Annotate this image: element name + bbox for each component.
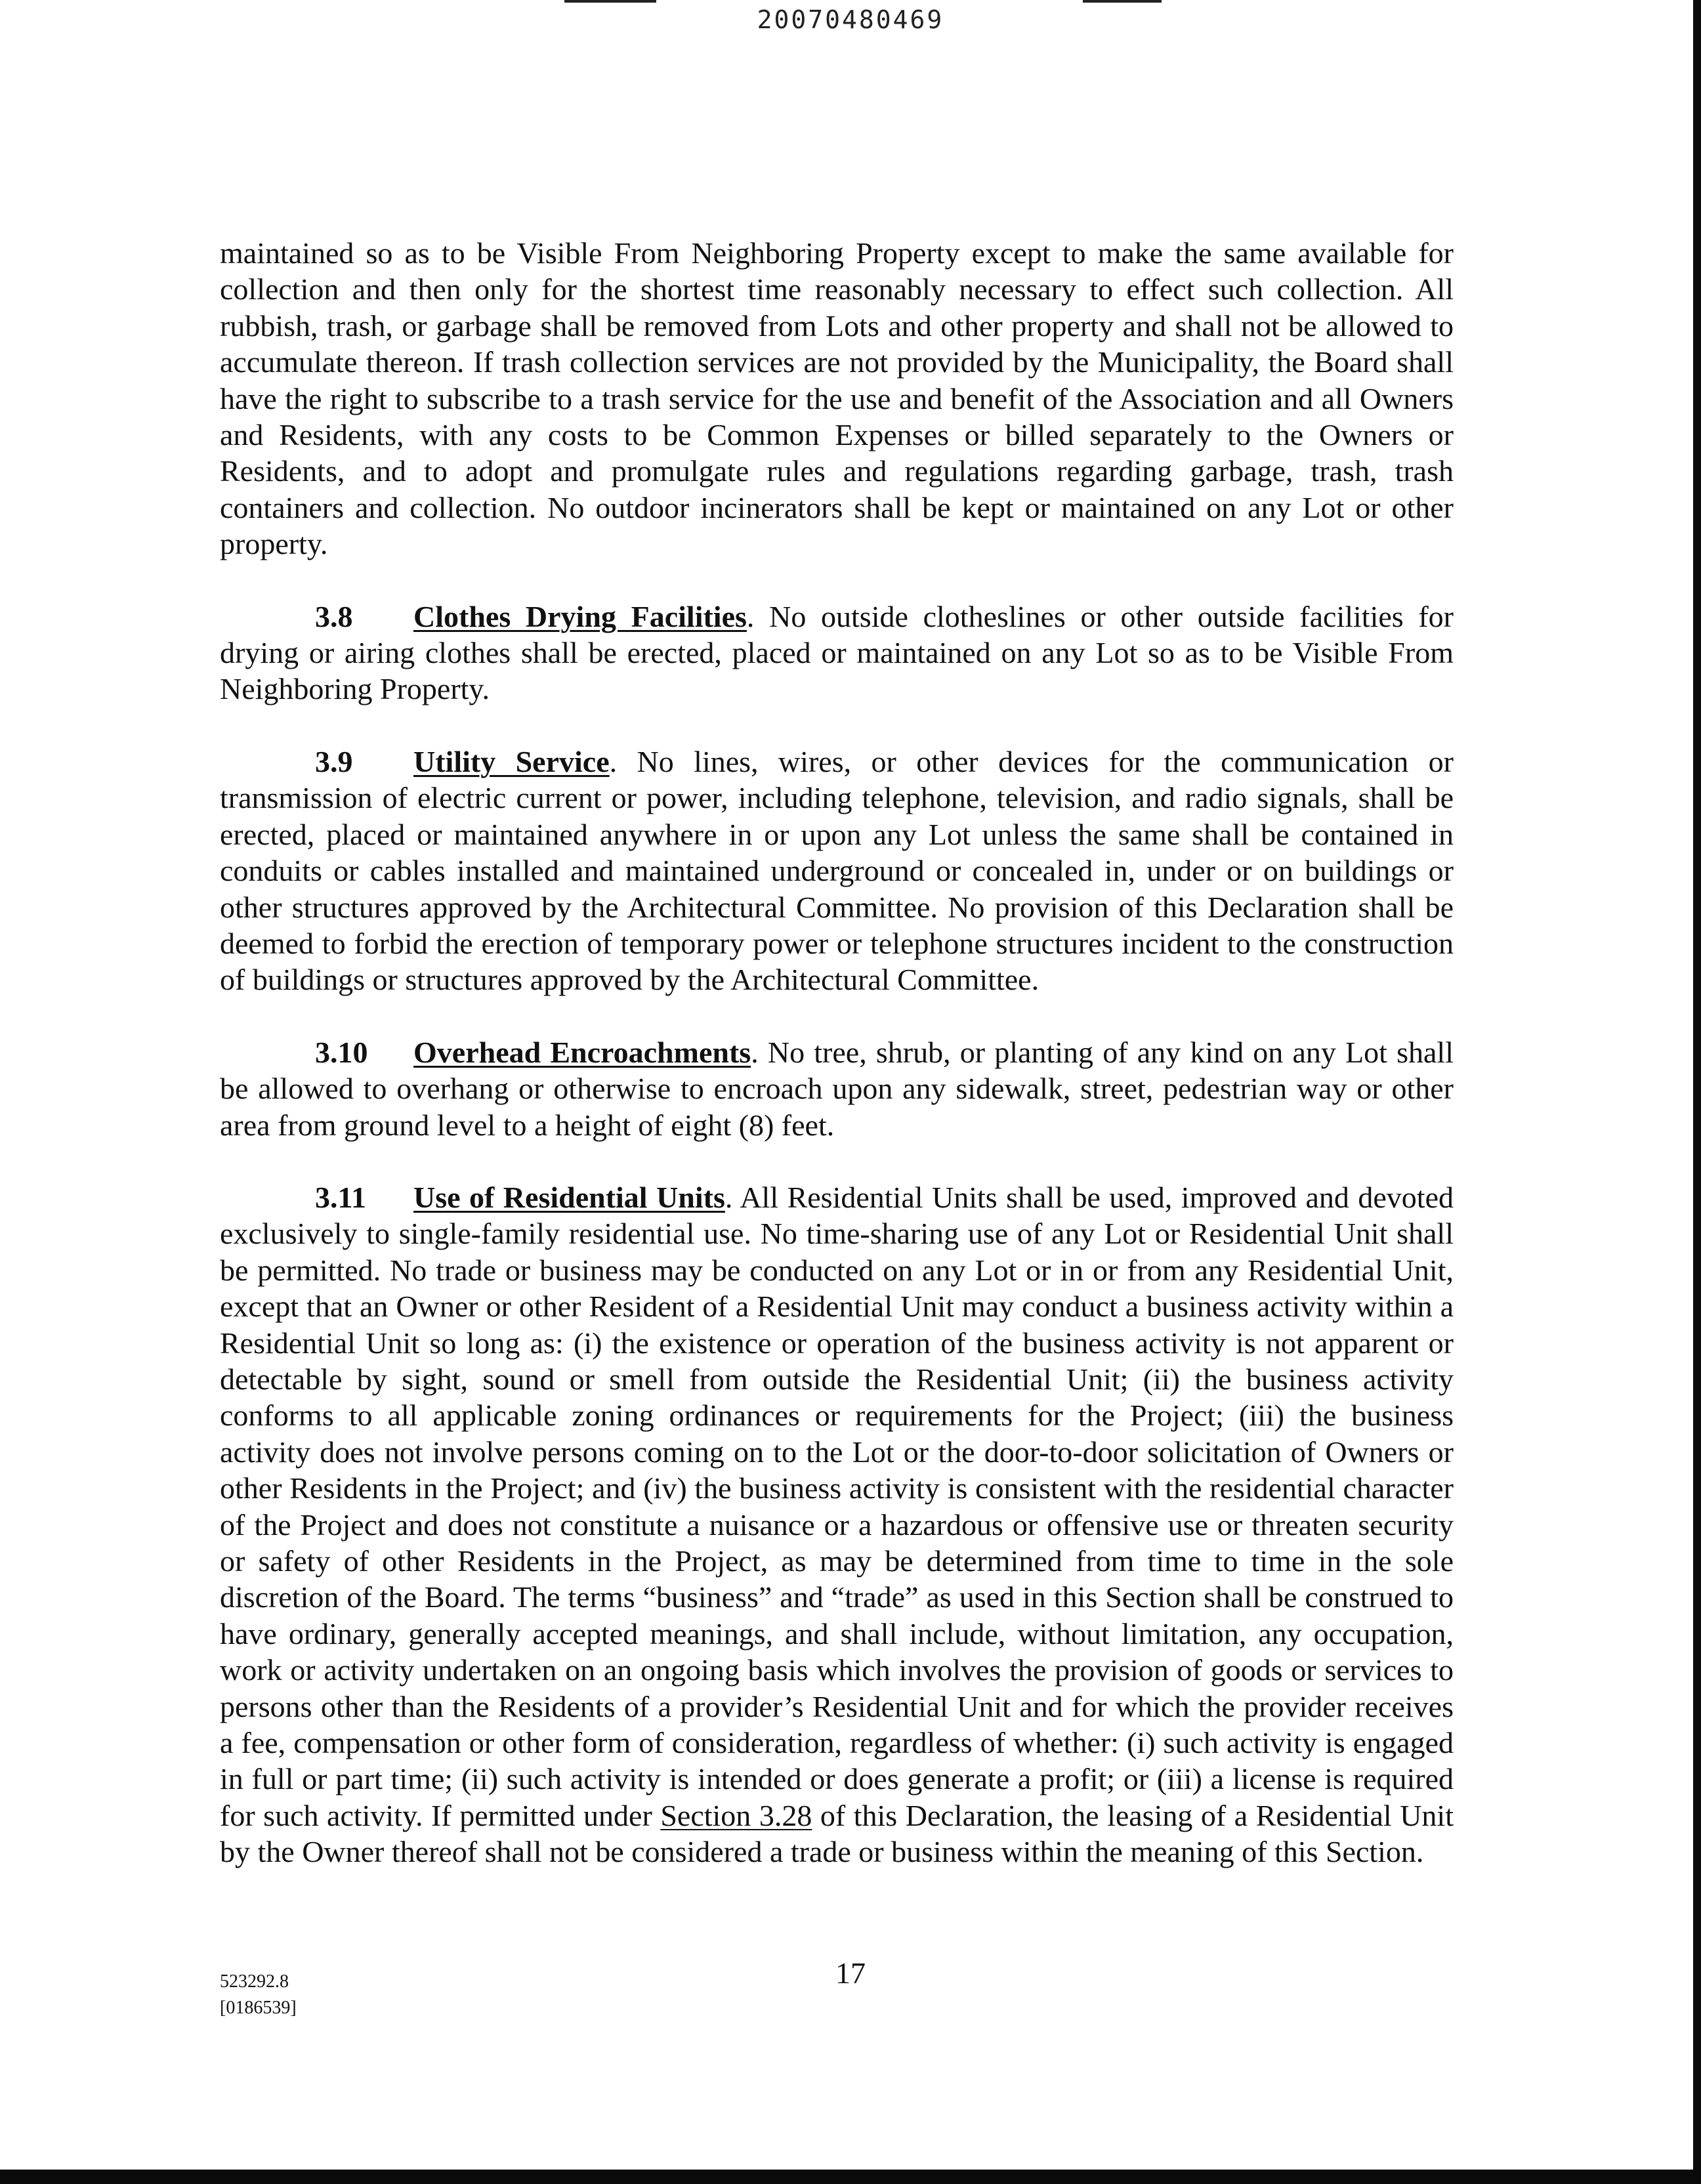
section-text: . All Residential Units shall be used, improved and devoted exclusively to single-family residential use. No time-sharing use of any Lot or Residential Unit shall be permitted. No trade or business may be conducted on any Lot or in or from any Residential Unit, except that an Owner or other Resident of a Residential Unit may conduct a business activity within a Residential Unit so long as: (i) the existence or operation of the business activity is not apparent or detectable by sight, sound or smell from outside the Residential Unit; (ii) the business activity conforms to all applicable zoning ordinances or requirements for the Project; (iii) the business activity does not involve persons coming on to the Lot or the door-to-door solicitation of Owners or other Residents in the Project; and (iv) the business activity is consistent with the residential character of the Project and does not constitute a nuisance or a hazardous or offensive use or threaten security or safety of other Residents in the Project, as may be determined from time to time in the sole discretion of the Board. The terms “business” and “trade” as used in this Section shall be construed to have ordinary, generally accepted meanings, and shall include, without limitation, any occupation, work or activity undertaken on an ongoing basis which involves the provision of goods or services to persons other than the Residents of a provider’s Residential Unit and for which the provider receives a fee, compensation or other form of consideration, regardless of whether: (i) such activity is engaged in full or part time; (ii) such activity is intended or does generate a profit; or (iii) a license is required for such activity. If permitted under xyxy=(220,1180,1454,1832)
paragraph-text: maintained so as to be Visible From Neighboring Property except to make the same available for collection and then only for the shortest time reasonably necessary to effect such collection. All rubbish, trash, or garbage shall be removed from Lots and other property and shall not be allowed to accumulate thereon. If trash collection services are not provided by the Municipality, the Board shall have the right to subscribe to a trash service for the use and benefit of the Association and all Owners and Residents, with any costs to be Common Expenses or billed separately to the Owners or Residents, and to adopt and promulgate rules and regulations regarding garbage, trash, trash containers and collection. No outdoor incinerators shall be kept or maintained on any Lot or other property. xyxy=(220,236,1454,561)
scan-border-bottom xyxy=(0,2170,1701,2184)
section-3-10 xyxy=(220,1034,1454,1143)
section-number: 3.11 xyxy=(315,1180,366,1214)
section-title: Overhead Encroachments xyxy=(413,1035,751,1069)
section-3-8 xyxy=(220,598,1454,707)
section-number: 3.9 xyxy=(315,744,353,778)
section-3-9 xyxy=(220,744,1454,998)
recording-number: 20070480469 xyxy=(757,5,944,34)
section-text: . No outside clotheslines or other outside facilities for drying or airing clothes shall be erected, placed or maintained on any Lot so as to be Visible From Neighboring Property. xyxy=(220,599,1454,706)
section-number: 3.10 xyxy=(315,1035,368,1069)
section-text-continued: of this Declaration, the leasing of a Residential Unit by the Owner thereof shall not be considered a trade or business within the meaning of this Section. xyxy=(220,1798,1454,1869)
section-3-11 xyxy=(220,1179,1454,1870)
section-cross-reference: Section 3.28 xyxy=(660,1798,812,1832)
section-number: 3.8 xyxy=(315,599,353,633)
scan-mark-left xyxy=(564,0,656,3)
section-title: Clothes Drying Facilities xyxy=(413,599,747,633)
document-body xyxy=(220,235,1454,1906)
scan-mark-right xyxy=(1083,0,1162,3)
section-text: . No lines, wires, or other devices for the communication or transmission of electric current or power, including telephone, television, and radio signals, shall be erected, placed or maintained anywhere in or upon any Lot unless the same shall be contained in conduits or cables installed and maintained underground or concealed in, under or on buildings or other structures approved by the Architectural Committee. No provision of this Declaration shall be deemed to forbid the erection of temporary power or telephone structures incident to the construction of buildings or structures approved by the Architectural Committee. xyxy=(220,744,1454,997)
continued-paragraph xyxy=(220,235,1454,562)
section-text: . No tree, shrub, or planting of any kind on any Lot shall be allowed to overhang or otherwise to encroach upon any sidewalk, street, pedestrian way or other area from ground level to a height of eight (8) feet. xyxy=(220,1035,1454,1142)
footer-id-line-2: [0186539] xyxy=(220,1998,297,2018)
scan-border-right xyxy=(1693,0,1701,2184)
footer-id-line-1: 523292.8 xyxy=(220,1971,289,1992)
page-number: 17 xyxy=(835,1956,866,1990)
section-title: Utility Service xyxy=(413,744,610,778)
section-title: Use of Residential Units xyxy=(413,1180,725,1214)
